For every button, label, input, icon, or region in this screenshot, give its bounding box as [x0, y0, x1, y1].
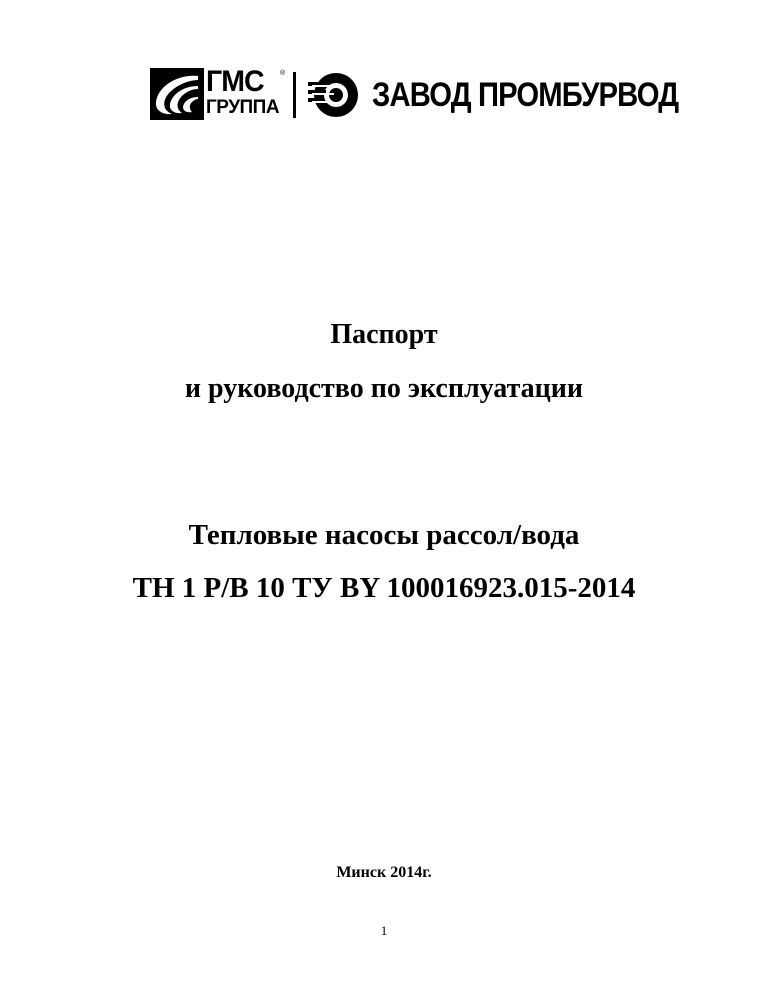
product-name: Тепловые насосы рассол/вода	[188, 519, 580, 551]
gms-logo-subtitle: ГРУППА	[206, 97, 280, 118]
registered-mark: ®	[280, 70, 286, 77]
zavod-logo-title: ЗАВОД ПРОМБУРВОД	[372, 76, 679, 114]
gms-swoosh-icon	[150, 68, 204, 120]
promburvod-emblem-icon	[308, 70, 360, 120]
header-logos	[150, 65, 679, 124]
gms-logo-title: ГМС	[206, 65, 264, 98]
city-year: Минск 2014г.	[336, 864, 432, 881]
page-number: 1	[380, 923, 388, 938]
product-code: ТН 1 Р/В 10 ТУ BY 100016923.015-2014	[132, 572, 636, 604]
logo-divider	[293, 72, 296, 118]
document-subtitle: и руководство по эксплуатации	[184, 373, 584, 404]
document-title: Паспорт	[330, 319, 438, 350]
